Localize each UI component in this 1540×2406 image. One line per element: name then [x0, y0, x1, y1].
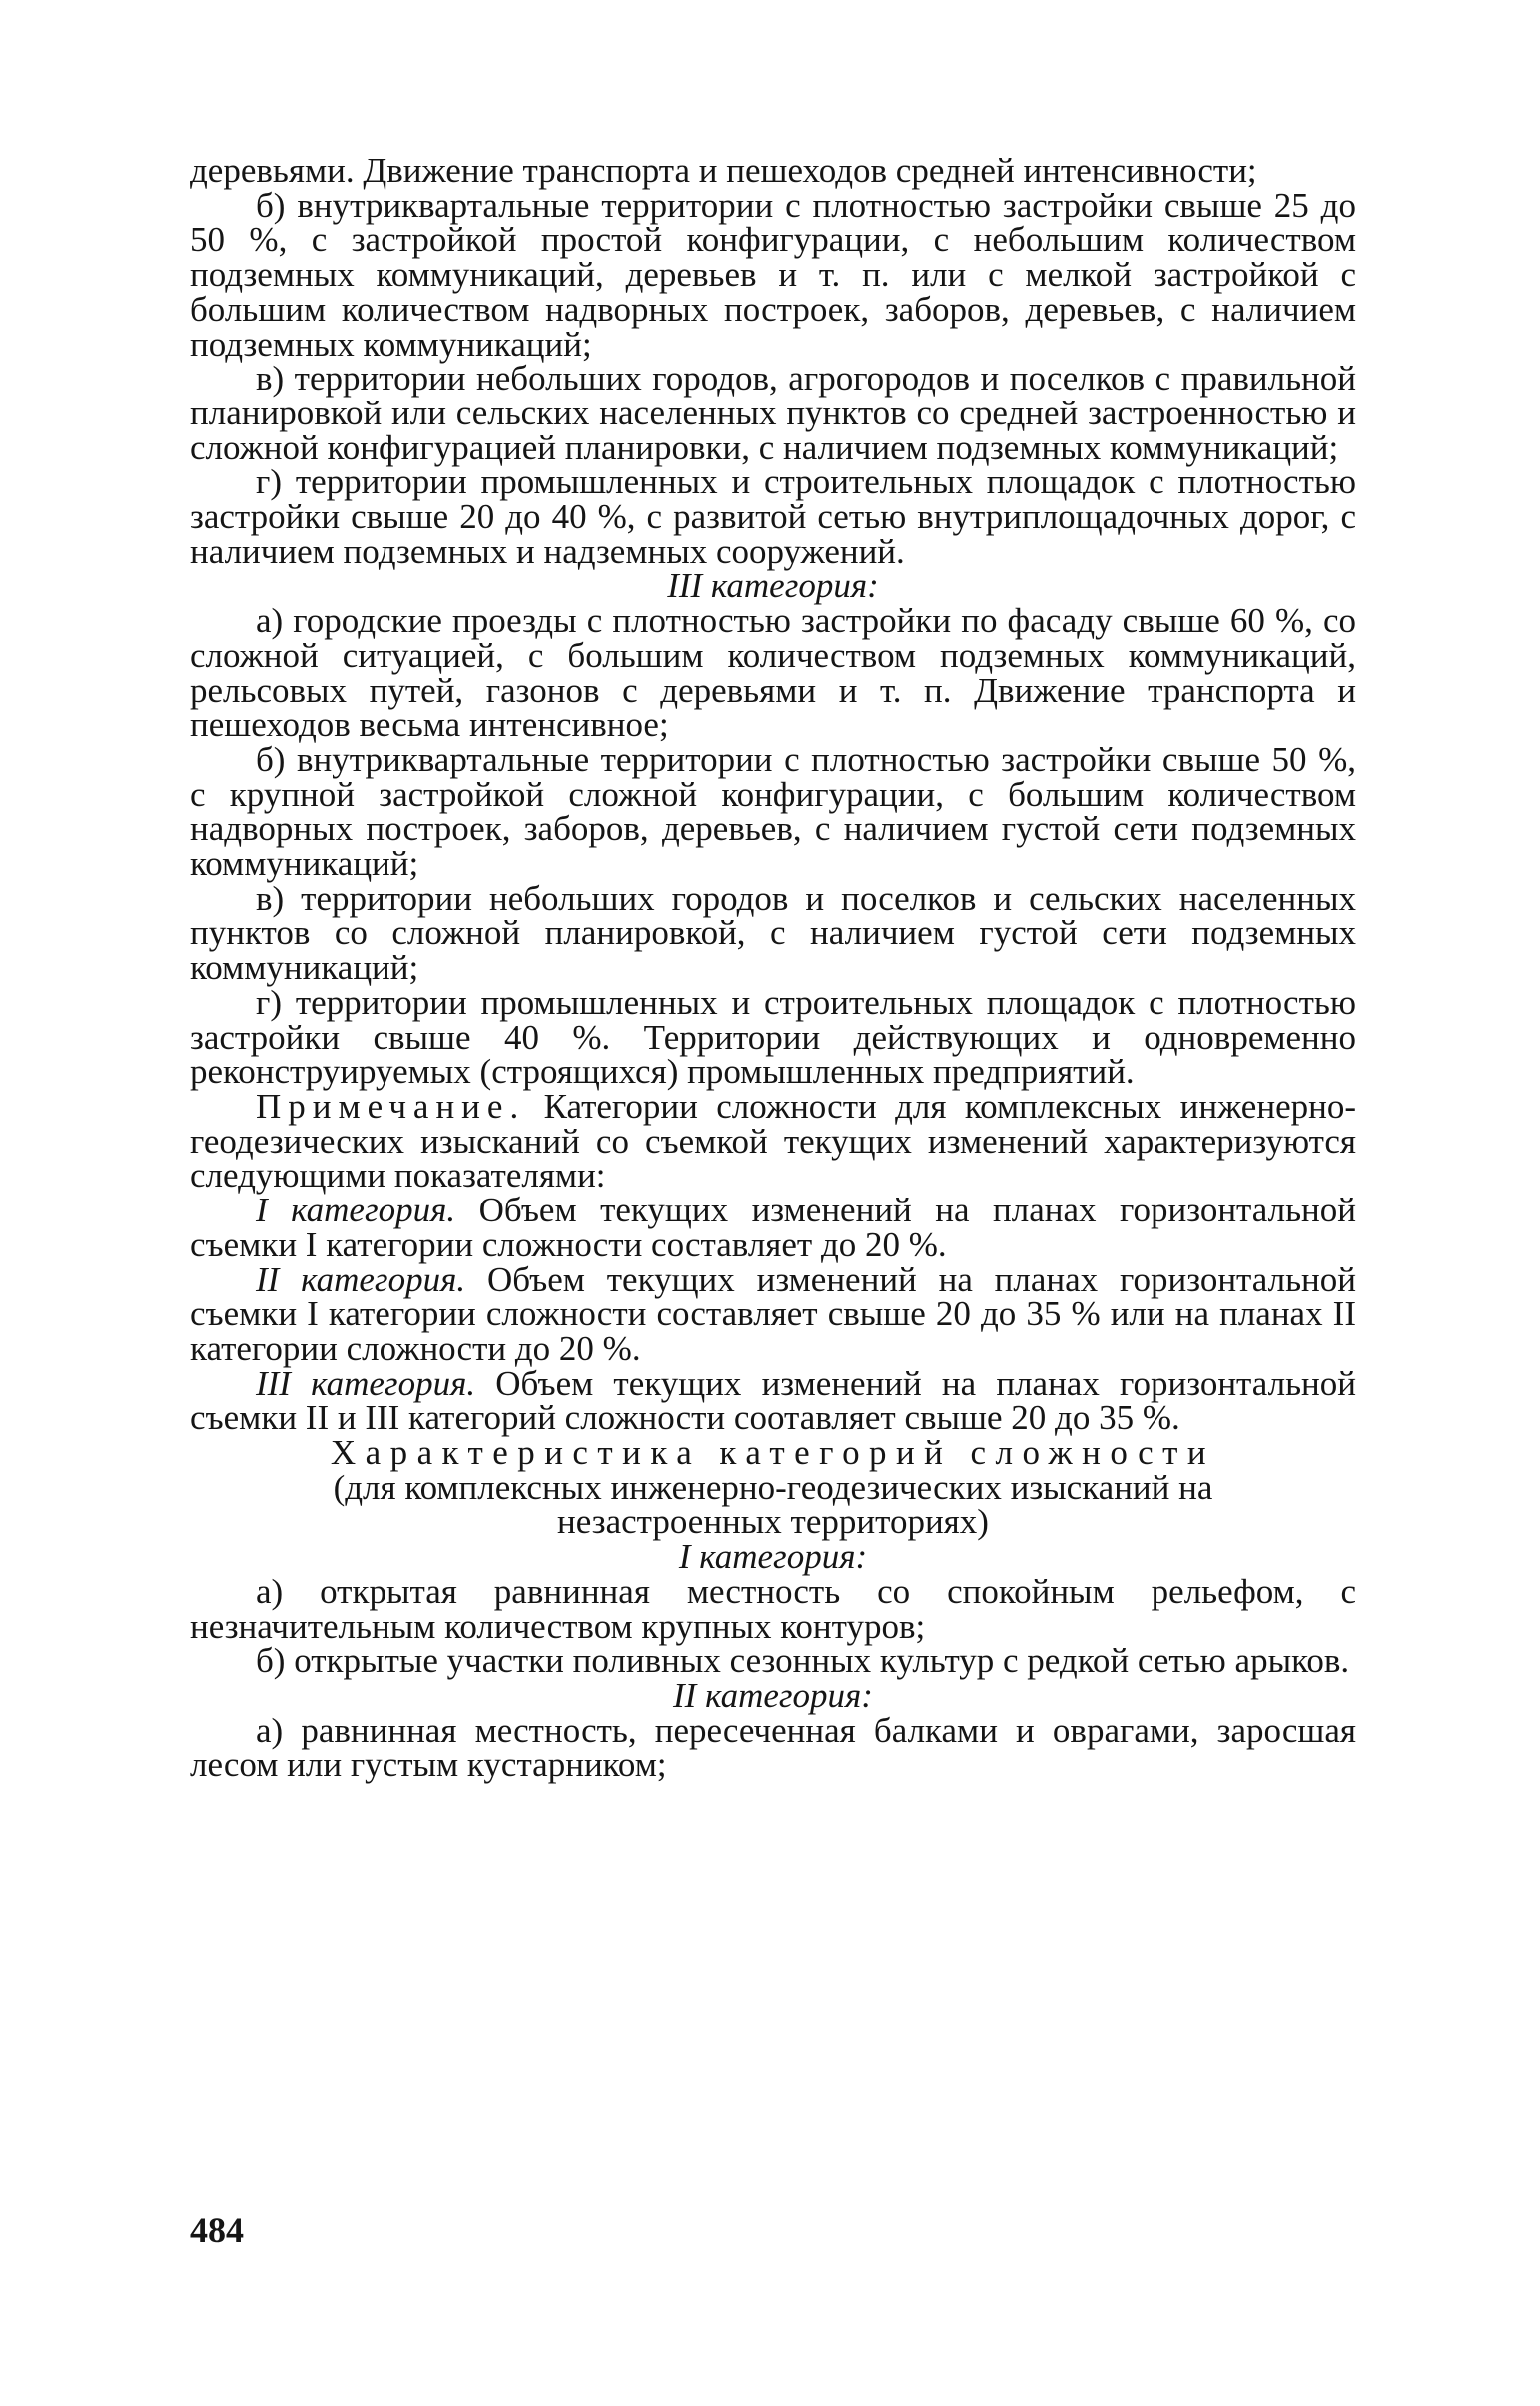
category-3-heading: III категория:: [667, 566, 879, 606]
paragraph-item-b: б) внутриквартальные территории с плотностью застройки свыше 25 до 50 %, с застройкой простой конфигурации, с небольшим количеством подземных коммуникаций, деревьев и т. п. или с мелкой застройкой с большим количеством надворных построек, заборов, деревьев, с наличием подземных коммуникаций;: [190, 185, 1356, 364]
category-1-item-b: б) открытые участки поливных сезонных культур с редкой сетью арыков.: [256, 1641, 1350, 1681]
category-2-item-a: а) равнинная местность, пересеченная балками и оврагами, заросшая лесом или густым кустарником;: [190, 1710, 1356, 1785]
note-paragraph: [190, 1086, 1356, 1196]
paragraph-item-g: г) территории промышленных и строительных площадок с плотностью застройки свыше 20 до 40 %, с развитой сетью внутриплощадочных дорог, с наличием подземных и надземных сооружений.: [190, 462, 1356, 571]
paragraph-item-v: в) территории небольших городов, агрогородов и поселков с правильной планировкой или сельских населенных пунктов со средней застроенностью и сложной конфигурацией планировки, с наличием подземных коммуникаций;: [190, 359, 1356, 467]
category-2-heading: II категория:: [673, 1675, 873, 1715]
note-category-2: [190, 1259, 1357, 1368]
section-subtitle: (для комплексных инженерно-геодезических изысканий на незастроенных территориях): [333, 1467, 1213, 1542]
note-category-3: [190, 1363, 1357, 1438]
category-1-heading: I категория:: [678, 1537, 868, 1577]
section-title: Характеристика категорий сложности: [330, 1433, 1216, 1473]
note-text: Категории сложности для комплексных инженерно-геодезических изысканий со съемкой текущих изменений характеризуются следующими показателями:: [190, 1086, 1356, 1196]
note-label: Примечание.: [256, 1086, 526, 1126]
note-category-1-label: I категория.: [256, 1191, 456, 1230]
note-category-1-text: Объем текущих изменений на планах горизонтальной съемки I категории сложности составляет до 20 %.: [190, 1191, 1356, 1264]
note-category-2-label: II категория.: [256, 1259, 466, 1299]
note-category-3-label: III категория.: [256, 1363, 476, 1403]
note-category-1: [190, 1191, 1356, 1264]
category-3-item-b: б) внутриквартальные территории с плотностью застройки свыше 50 %, с крупной застройкой сложной конфигурации, с большим количеством надворных построек, заборов, деревьев, с наличием густой сети подземных коммуникаций;: [190, 739, 1356, 884]
note-category-3-text: Объем текущих изменений на планах горизонтальной съемки II и III категорий сложности соотавляет свыше 20 до 35 %.: [190, 1363, 1357, 1438]
page-number: 484: [190, 2210, 244, 2250]
category-1-item-a: а) открытая равнинная местность со спокойным рельефом, с незначительным количеством крупных контуров;: [190, 1571, 1356, 1646]
category-3-item-v: в) территории небольших городов и поселков и сельских населенных пунктов со сложной планировкой, с наличием густой сети подземных коммуникаций;: [190, 878, 1356, 988]
note-category-2-text: Объем текущих изменений на планах горизонтальной съемки I категории сложности составляет свыше 20 до 35 % или на планах II категории сложности до 20 %.: [190, 1259, 1357, 1368]
category-3-item-a: а) городские проезды с плотностью застройки по фасаду свыше 60 %, со сложной ситуацией, с большим количеством подземных коммуникаций, рельсовых путей, газонов с деревьями и т. п. Движение транспорта и пешеходов весьма интенсивное;: [190, 601, 1356, 745]
paragraph-continuation: деревьями. Движение транспорта и пешеходов средней интенсивности;: [190, 151, 1257, 190]
category-3-item-g: г) территории промышленных и строительных площадок с плотностью застройки свыше 40 %. Территории действующих и одновременно реконструируемых (строящихся) промышленных предприятий.: [190, 982, 1356, 1092]
page-body: [190, 151, 1357, 1785]
